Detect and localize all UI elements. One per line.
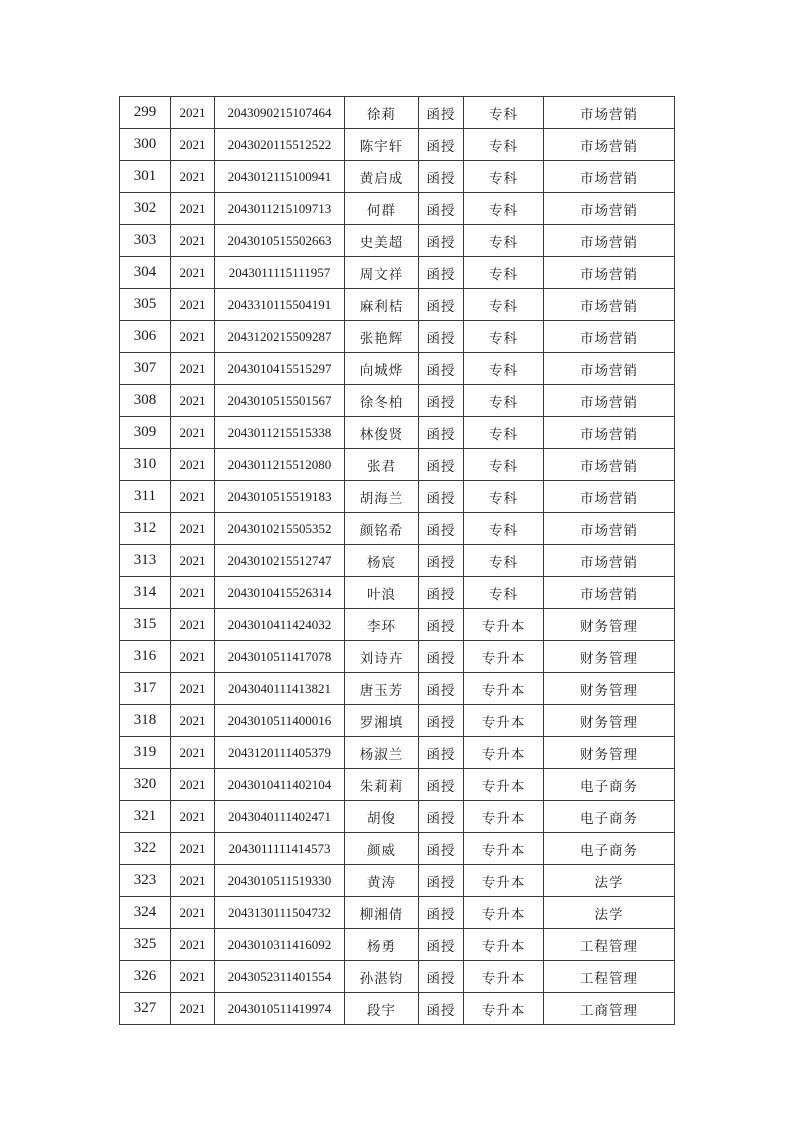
row-number-cell: 300 <box>120 129 171 161</box>
student-name-cell: 胡海兰 <box>345 481 419 513</box>
enrollment-year-cell: 2021 <box>171 897 215 929</box>
student-id-cell: 2043010215512747 <box>215 545 345 577</box>
major-cell: 市场营销 <box>544 97 675 129</box>
education-level-cell: 专科 <box>464 417 544 449</box>
student-name-cell: 徐冬柏 <box>345 385 419 417</box>
enrollment-year-cell: 2021 <box>171 705 215 737</box>
student-id-cell: 2043010511519330 <box>215 865 345 897</box>
major-cell: 电子商务 <box>544 801 675 833</box>
study-mode-cell: 函授 <box>419 385 464 417</box>
education-level-cell: 专科 <box>464 321 544 353</box>
student-id-cell: 2043120111405379 <box>215 737 345 769</box>
student-id-cell: 2043010511400016 <box>215 705 345 737</box>
table-row <box>120 673 675 705</box>
major-cell: 市场营销 <box>544 225 675 257</box>
enrollment-year-cell: 2021 <box>171 801 215 833</box>
student-id-cell: 2043010415526314 <box>215 577 345 609</box>
row-number-cell: 306 <box>120 321 171 353</box>
student-id-cell: 2043130111504732 <box>215 897 345 929</box>
major-cell: 财务管理 <box>544 673 675 705</box>
table-row <box>120 961 675 993</box>
study-mode-cell: 函授 <box>419 129 464 161</box>
major-cell: 市场营销 <box>544 545 675 577</box>
table-row <box>120 737 675 769</box>
student-name-cell: 陈宇轩 <box>345 129 419 161</box>
study-mode-cell: 函授 <box>419 865 464 897</box>
education-level-cell: 专升本 <box>464 961 544 993</box>
row-number-cell: 319 <box>120 737 171 769</box>
education-level-cell: 专科 <box>464 481 544 513</box>
study-mode-cell: 函授 <box>419 321 464 353</box>
student-id-cell: 2043310115504191 <box>215 289 345 321</box>
table-row <box>120 993 675 1025</box>
student-id-cell: 2043011215109713 <box>215 193 345 225</box>
education-level-cell: 专科 <box>464 289 544 321</box>
student-id-cell: 2043012115100941 <box>215 161 345 193</box>
education-level-cell: 专升本 <box>464 673 544 705</box>
enrollment-year-cell: 2021 <box>171 97 215 129</box>
study-mode-cell: 函授 <box>419 929 464 961</box>
study-mode-cell: 函授 <box>419 673 464 705</box>
enrollment-year-cell: 2021 <box>171 545 215 577</box>
education-level-cell: 专升本 <box>464 705 544 737</box>
student-id-cell: 2043052311401554 <box>215 961 345 993</box>
row-number-cell: 312 <box>120 513 171 545</box>
enrollment-year-cell: 2021 <box>171 161 215 193</box>
enrollment-year-cell: 2021 <box>171 385 215 417</box>
table-row <box>120 353 675 385</box>
enrollment-year-cell: 2021 <box>171 353 215 385</box>
major-cell: 市场营销 <box>544 257 675 289</box>
student-id-cell: 2043011215515338 <box>215 417 345 449</box>
student-name-cell: 何群 <box>345 193 419 225</box>
student-name-cell: 杨淑兰 <box>345 737 419 769</box>
row-number-cell: 299 <box>120 97 171 129</box>
student-name-cell: 周文祥 <box>345 257 419 289</box>
enrollment-year-cell: 2021 <box>171 513 215 545</box>
table-row <box>120 321 675 353</box>
major-cell: 财务管理 <box>544 737 675 769</box>
study-mode-cell: 函授 <box>419 737 464 769</box>
education-level-cell: 专科 <box>464 225 544 257</box>
row-number-cell: 317 <box>120 673 171 705</box>
study-mode-cell: 函授 <box>419 769 464 801</box>
education-level-cell: 专升本 <box>464 865 544 897</box>
student-name-cell: 唐玉芳 <box>345 673 419 705</box>
major-cell: 电子商务 <box>544 833 675 865</box>
student-id-cell: 2043010511419974 <box>215 993 345 1025</box>
enrollment-year-cell: 2021 <box>171 929 215 961</box>
student-name-cell: 胡俊 <box>345 801 419 833</box>
study-mode-cell: 函授 <box>419 641 464 673</box>
student-name-cell: 黄启成 <box>345 161 419 193</box>
study-mode-cell: 函授 <box>419 225 464 257</box>
row-number-cell: 327 <box>120 993 171 1025</box>
education-level-cell: 专升本 <box>464 897 544 929</box>
major-cell: 财务管理 <box>544 609 675 641</box>
study-mode-cell: 函授 <box>419 801 464 833</box>
student-id-cell: 2043011215512080 <box>215 449 345 481</box>
student-id-cell: 2043011115111957 <box>215 257 345 289</box>
student-name-cell: 颜铭希 <box>345 513 419 545</box>
major-cell: 法学 <box>544 865 675 897</box>
education-level-cell: 专升本 <box>464 993 544 1025</box>
row-number-cell: 316 <box>120 641 171 673</box>
student-id-cell: 2043010515501567 <box>215 385 345 417</box>
education-level-cell: 专科 <box>464 577 544 609</box>
education-level-cell: 专科 <box>464 161 544 193</box>
student-name-cell: 颜威 <box>345 833 419 865</box>
major-cell: 市场营销 <box>544 449 675 481</box>
table-row <box>120 929 675 961</box>
education-level-cell: 专升本 <box>464 833 544 865</box>
student-name-cell: 张艳辉 <box>345 321 419 353</box>
student-id-cell: 2043010411424032 <box>215 609 345 641</box>
student-name-cell: 张君 <box>345 449 419 481</box>
major-cell: 工程管理 <box>544 929 675 961</box>
education-level-cell: 专升本 <box>464 737 544 769</box>
study-mode-cell: 函授 <box>419 513 464 545</box>
study-mode-cell: 函授 <box>419 897 464 929</box>
study-mode-cell: 函授 <box>419 705 464 737</box>
table-row <box>120 193 675 225</box>
table-row <box>120 385 675 417</box>
row-number-cell: 302 <box>120 193 171 225</box>
roster-body <box>120 97 675 1025</box>
table-row <box>120 641 675 673</box>
student-name-cell: 杨勇 <box>345 929 419 961</box>
table-row <box>120 161 675 193</box>
enrollment-year-cell: 2021 <box>171 321 215 353</box>
major-cell: 市场营销 <box>544 321 675 353</box>
row-number-cell: 321 <box>120 801 171 833</box>
study-mode-cell: 函授 <box>419 449 464 481</box>
table-row <box>120 129 675 161</box>
student-id-cell: 2043010515519183 <box>215 481 345 513</box>
row-number-cell: 315 <box>120 609 171 641</box>
student-id-cell: 2043020115512522 <box>215 129 345 161</box>
enrollment-year-cell: 2021 <box>171 481 215 513</box>
study-mode-cell: 函授 <box>419 257 464 289</box>
study-mode-cell: 函授 <box>419 577 464 609</box>
student-name-cell: 向城烨 <box>345 353 419 385</box>
student-name-cell: 李环 <box>345 609 419 641</box>
study-mode-cell: 函授 <box>419 97 464 129</box>
major-cell: 市场营销 <box>544 385 675 417</box>
table-row <box>120 577 675 609</box>
education-level-cell: 专科 <box>464 129 544 161</box>
row-number-cell: 320 <box>120 769 171 801</box>
student-name-cell: 孙湛钧 <box>345 961 419 993</box>
enrollment-year-cell: 2021 <box>171 737 215 769</box>
study-mode-cell: 函授 <box>419 833 464 865</box>
row-number-cell: 309 <box>120 417 171 449</box>
table-row <box>120 545 675 577</box>
major-cell: 市场营销 <box>544 161 675 193</box>
education-level-cell: 专科 <box>464 193 544 225</box>
student-name-cell: 徐莉 <box>345 97 419 129</box>
table-row <box>120 513 675 545</box>
student-id-cell: 2043040111413821 <box>215 673 345 705</box>
study-mode-cell: 函授 <box>419 961 464 993</box>
row-number-cell: 308 <box>120 385 171 417</box>
education-level-cell: 专科 <box>464 513 544 545</box>
education-level-cell: 专科 <box>464 385 544 417</box>
row-number-cell: 311 <box>120 481 171 513</box>
major-cell: 市场营销 <box>544 129 675 161</box>
table-row <box>120 865 675 897</box>
enrollment-year-cell: 2021 <box>171 609 215 641</box>
student-roster-table <box>119 96 675 1025</box>
student-name-cell: 杨宸 <box>345 545 419 577</box>
row-number-cell: 326 <box>120 961 171 993</box>
table-row <box>120 225 675 257</box>
enrollment-year-cell: 2021 <box>171 193 215 225</box>
major-cell: 市场营销 <box>544 353 675 385</box>
row-number-cell: 314 <box>120 577 171 609</box>
education-level-cell: 专科 <box>464 353 544 385</box>
row-number-cell: 322 <box>120 833 171 865</box>
major-cell: 市场营销 <box>544 577 675 609</box>
major-cell: 工商管理 <box>544 993 675 1025</box>
student-name-cell: 麻利桔 <box>345 289 419 321</box>
enrollment-year-cell: 2021 <box>171 129 215 161</box>
student-name-cell: 柳湘倩 <box>345 897 419 929</box>
table-row <box>120 97 675 129</box>
study-mode-cell: 函授 <box>419 289 464 321</box>
major-cell: 法学 <box>544 897 675 929</box>
education-level-cell: 专科 <box>464 97 544 129</box>
row-number-cell: 303 <box>120 225 171 257</box>
student-name-cell: 刘诗卉 <box>345 641 419 673</box>
table-row <box>120 833 675 865</box>
education-level-cell: 专升本 <box>464 641 544 673</box>
enrollment-year-cell: 2021 <box>171 449 215 481</box>
enrollment-year-cell: 2021 <box>171 769 215 801</box>
row-number-cell: 325 <box>120 929 171 961</box>
student-id-cell: 2043011111414573 <box>215 833 345 865</box>
enrollment-year-cell: 2021 <box>171 225 215 257</box>
student-name-cell: 黄涛 <box>345 865 419 897</box>
student-name-cell: 叶浪 <box>345 577 419 609</box>
table-row <box>120 289 675 321</box>
student-id-cell: 2043010415515297 <box>215 353 345 385</box>
row-number-cell: 310 <box>120 449 171 481</box>
student-id-cell: 2043010515502663 <box>215 225 345 257</box>
study-mode-cell: 函授 <box>419 193 464 225</box>
enrollment-year-cell: 2021 <box>171 865 215 897</box>
table-row <box>120 449 675 481</box>
education-level-cell: 专科 <box>464 449 544 481</box>
enrollment-year-cell: 2021 <box>171 257 215 289</box>
major-cell: 市场营销 <box>544 193 675 225</box>
enrollment-year-cell: 2021 <box>171 993 215 1025</box>
major-cell: 市场营销 <box>544 417 675 449</box>
student-id-cell: 2043040111402471 <box>215 801 345 833</box>
student-name-cell: 朱莉莉 <box>345 769 419 801</box>
student-name-cell: 段宇 <box>345 993 419 1025</box>
education-level-cell: 专升本 <box>464 801 544 833</box>
major-cell: 电子商务 <box>544 769 675 801</box>
enrollment-year-cell: 2021 <box>171 833 215 865</box>
row-number-cell: 301 <box>120 161 171 193</box>
table-row <box>120 705 675 737</box>
row-number-cell: 313 <box>120 545 171 577</box>
education-level-cell: 专科 <box>464 257 544 289</box>
major-cell: 市场营销 <box>544 513 675 545</box>
enrollment-year-cell: 2021 <box>171 641 215 673</box>
table-row <box>120 417 675 449</box>
major-cell: 工程管理 <box>544 961 675 993</box>
enrollment-year-cell: 2021 <box>171 289 215 321</box>
table-row <box>120 609 675 641</box>
study-mode-cell: 函授 <box>419 353 464 385</box>
education-level-cell: 专升本 <box>464 609 544 641</box>
enrollment-year-cell: 2021 <box>171 417 215 449</box>
enrollment-year-cell: 2021 <box>171 673 215 705</box>
enrollment-year-cell: 2021 <box>171 961 215 993</box>
student-name-cell: 林俊贤 <box>345 417 419 449</box>
study-mode-cell: 函授 <box>419 161 464 193</box>
student-id-cell: 2043090215107464 <box>215 97 345 129</box>
student-id-cell: 2043010411402104 <box>215 769 345 801</box>
row-number-cell: 307 <box>120 353 171 385</box>
education-level-cell: 专科 <box>464 545 544 577</box>
row-number-cell: 304 <box>120 257 171 289</box>
major-cell: 市场营销 <box>544 481 675 513</box>
student-id-cell: 2043010511417078 <box>215 641 345 673</box>
row-number-cell: 323 <box>120 865 171 897</box>
education-level-cell: 专升本 <box>464 769 544 801</box>
study-mode-cell: 函授 <box>419 417 464 449</box>
student-id-cell: 2043010311416092 <box>215 929 345 961</box>
major-cell: 财务管理 <box>544 705 675 737</box>
table-row <box>120 481 675 513</box>
major-cell: 财务管理 <box>544 641 675 673</box>
study-mode-cell: 函授 <box>419 481 464 513</box>
table-row <box>120 257 675 289</box>
student-id-cell: 2043010215505352 <box>215 513 345 545</box>
row-number-cell: 324 <box>120 897 171 929</box>
table-row <box>120 897 675 929</box>
education-level-cell: 专升本 <box>464 929 544 961</box>
row-number-cell: 305 <box>120 289 171 321</box>
student-name-cell: 史美超 <box>345 225 419 257</box>
study-mode-cell: 函授 <box>419 993 464 1025</box>
table-row <box>120 801 675 833</box>
major-cell: 市场营销 <box>544 289 675 321</box>
enrollment-year-cell: 2021 <box>171 577 215 609</box>
study-mode-cell: 函授 <box>419 545 464 577</box>
table-row <box>120 769 675 801</box>
study-mode-cell: 函授 <box>419 609 464 641</box>
student-id-cell: 2043120215509287 <box>215 321 345 353</box>
row-number-cell: 318 <box>120 705 171 737</box>
student-name-cell: 罗湘填 <box>345 705 419 737</box>
